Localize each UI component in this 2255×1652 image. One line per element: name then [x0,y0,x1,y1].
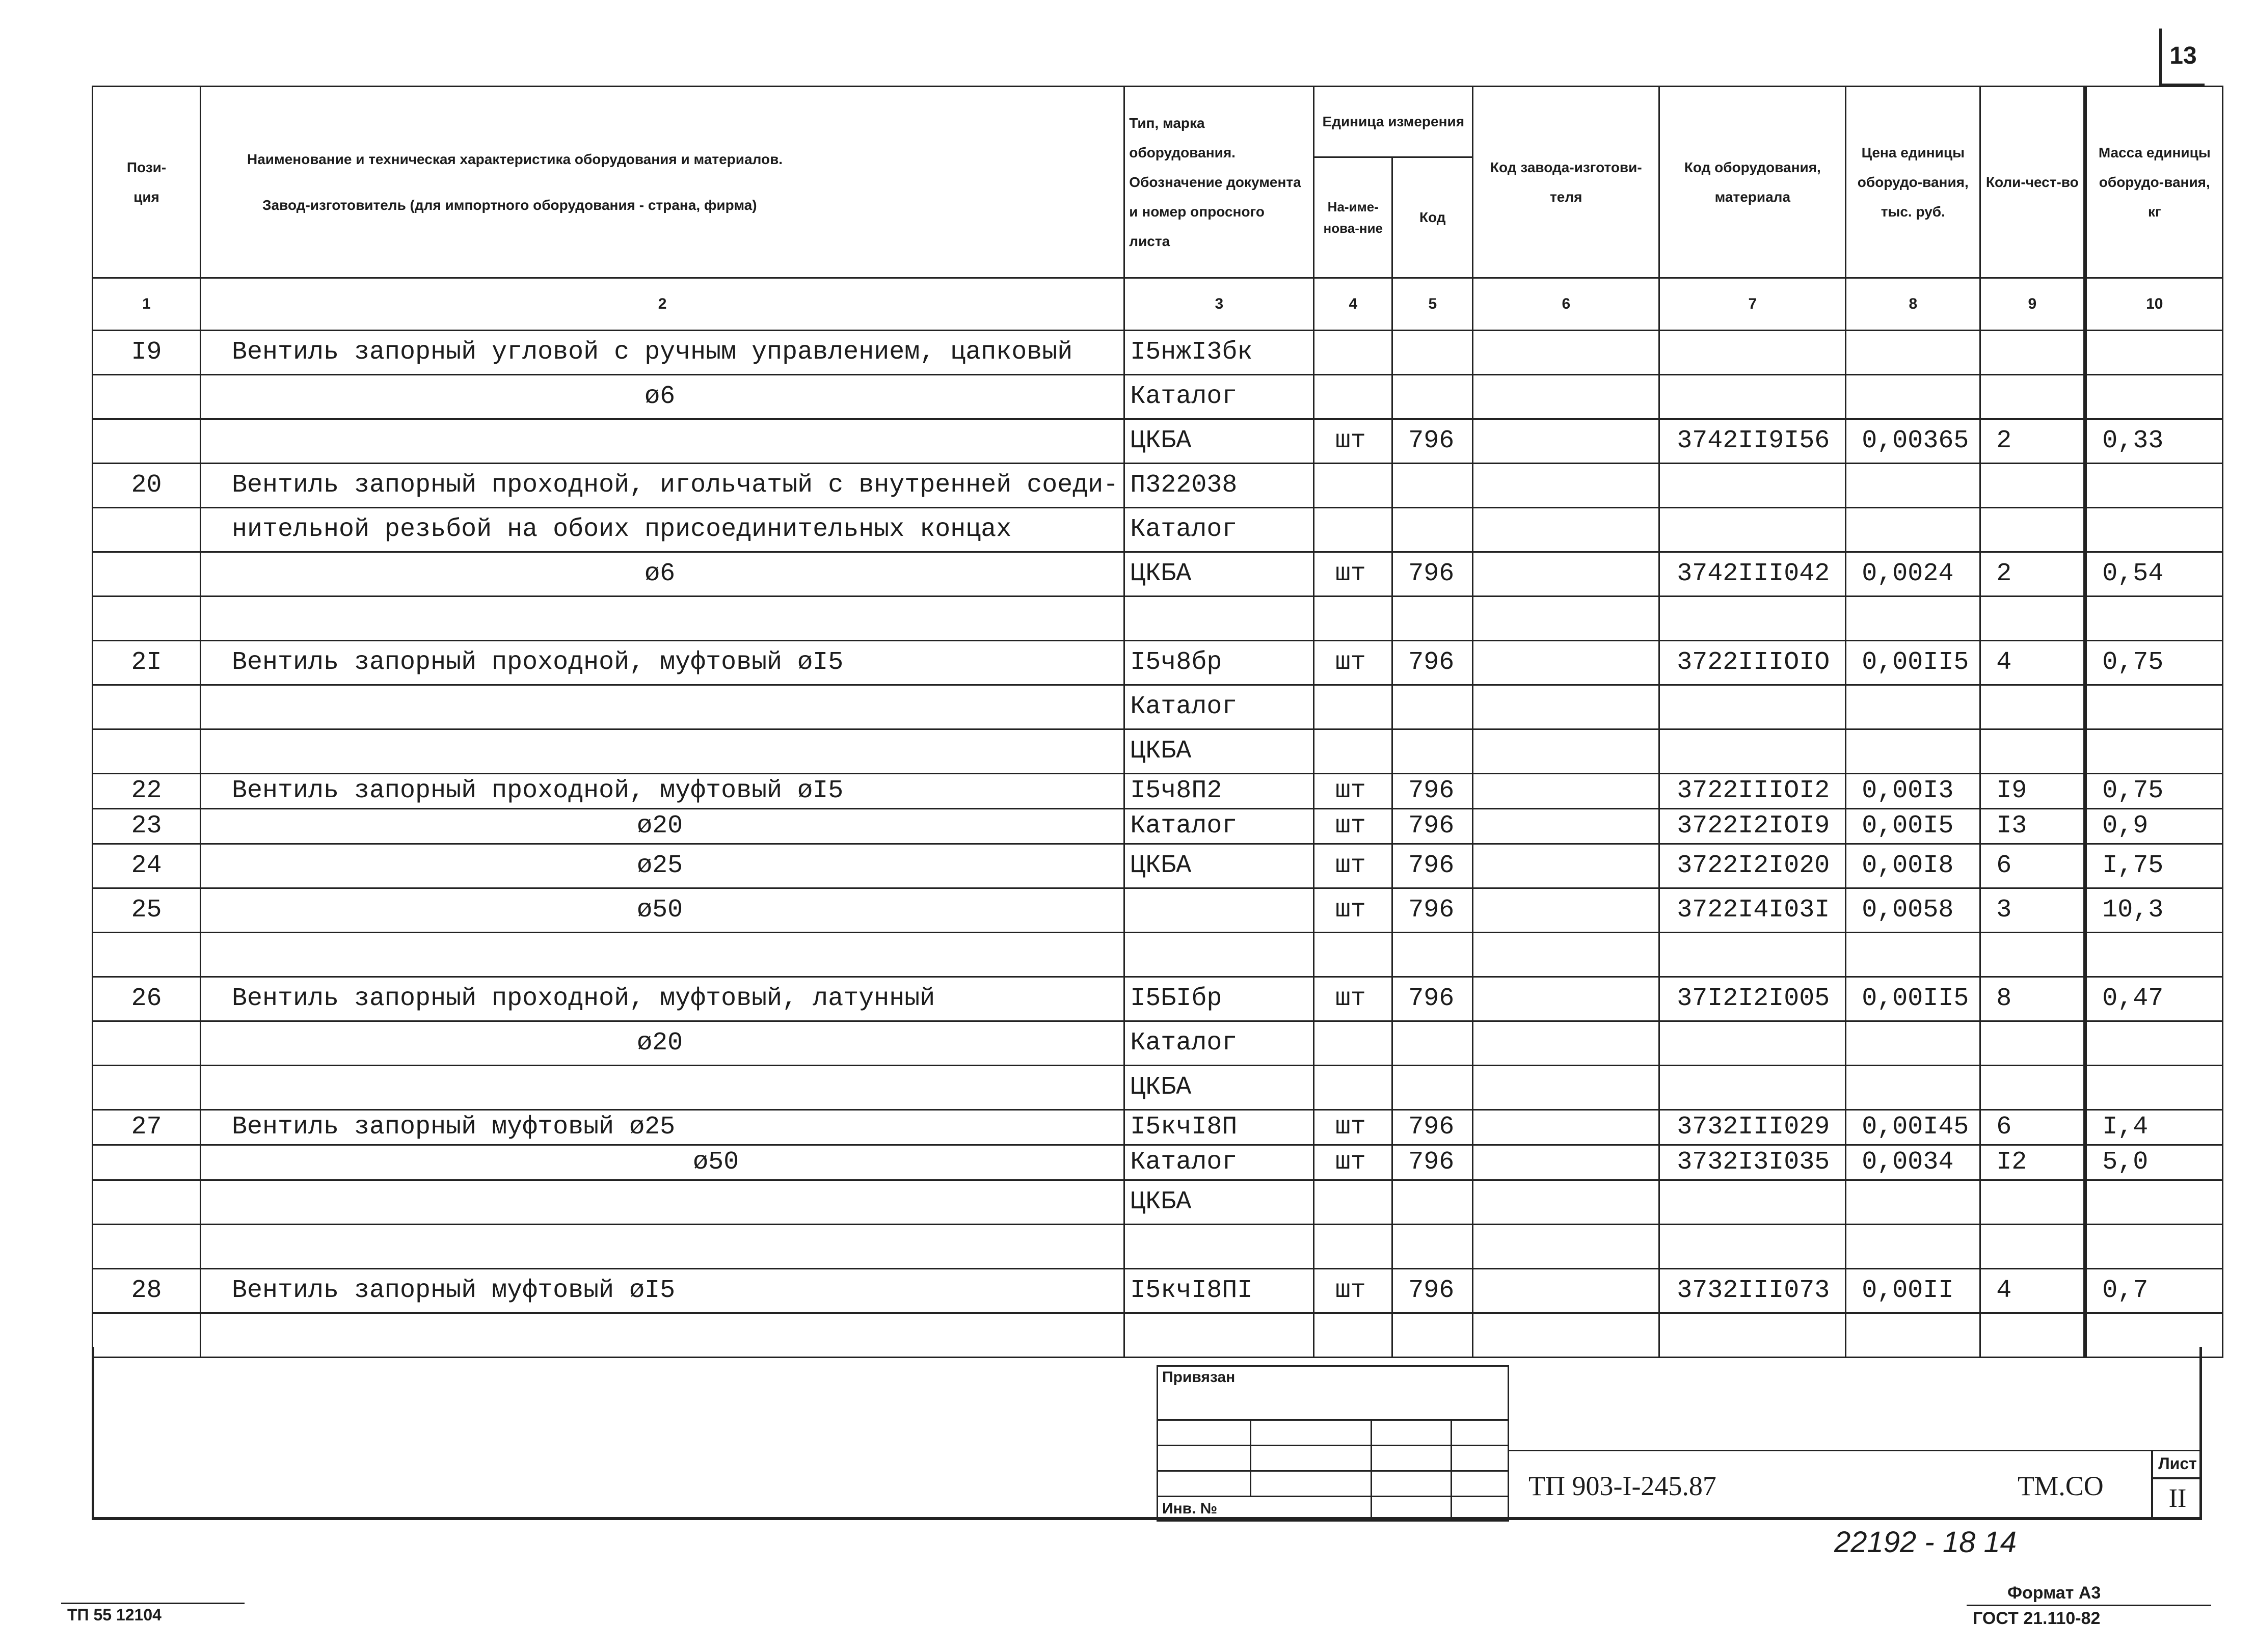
cell-name: Вентиль запорный проходной, игольчатый с внутренней соеди- [201,464,1124,508]
cell-name: ø50 [201,888,1124,933]
cell-pos: 2I [93,641,201,685]
cell-factory [1473,641,1659,685]
colnum-10: 10 [2085,278,2223,331]
table-row [93,1269,2223,1313]
cell-pos: 22 [93,774,201,809]
cell-mass: 0,33 [2085,419,2223,464]
cell-qty [1980,464,2085,508]
cell-factory [1473,552,1659,597]
tp-rule [61,1603,245,1604]
cell-qty [1980,729,2085,774]
cell-ucode [1392,729,1473,774]
cell-price [1846,1225,1980,1269]
cell-qty: 6 [1980,844,2085,888]
cell-code [1659,933,1846,977]
cell-name [201,933,1124,977]
header-unit-code: Код [1392,157,1473,278]
cell-type: Каталог [1124,685,1314,729]
cell-price [1846,1021,1980,1066]
cell-type [1124,1225,1314,1269]
cell-code [1659,729,1846,774]
cell-name: ø6 [201,375,1124,419]
colnum-9: 9 [1980,278,2085,331]
cell-mass [2085,685,2223,729]
cell-ucode: 796 [1392,641,1473,685]
cell-mass: I,4 [2085,1110,2223,1145]
cell-price [1846,375,1980,419]
cell-code [1659,1021,1846,1066]
cell-price [1846,729,1980,774]
cell-qty: 2 [1980,552,2085,597]
cell-mass [2085,1066,2223,1110]
cell-pos: 26 [93,977,201,1021]
cell-code [1659,1066,1846,1110]
cell-ucode: 796 [1392,977,1473,1021]
document-mark: ТМ.СО [2018,1471,2104,1501]
cell-unit: шт [1314,1145,1392,1180]
cell-unit [1314,1021,1392,1066]
table-row [93,375,2223,419]
cell-qty: 3 [1980,888,2085,933]
cell-name: Вентиль запорный муфтовый ø25 [201,1110,1124,1145]
cell-price: 0,0058 [1846,888,1980,933]
cell-factory [1473,1225,1659,1269]
cell-price [1846,597,1980,641]
gost-label: ГОСТ 21.110-82 [1973,1609,2101,1628]
cell-type: ЦКБА [1124,1066,1314,1110]
cell-name: ø6 [201,552,1124,597]
cell-mass: 10,3 [2085,888,2223,933]
cell-code: 3732III029 [1659,1110,1846,1145]
cell-price [1846,685,1980,729]
cell-code: 3722IIIOI2 [1659,774,1846,809]
table-row [93,977,2223,1021]
cell-mass: 0,75 [2085,774,2223,809]
cell-name: ø20 [201,809,1124,844]
header-price: Цена единицы оборудо-вания, тыс. руб. [1846,87,1980,278]
header-name-line1: Наименование и техническая характеристика оборудования и материалов. [247,151,783,167]
cell-code: 3732I3I035 [1659,1145,1846,1180]
header-mass: Масса единицы оборудо-вания, кг [2085,87,2223,278]
cell-pos: 24 [93,844,201,888]
header-unit-name: На-име-нова-ние [1314,157,1392,278]
table-row [93,1225,2223,1269]
cell-qty [1980,375,2085,419]
cell-type: ЦКБА [1124,844,1314,888]
cell-type: I5ч8бр [1124,641,1314,685]
cell-type: ЦКБА [1124,552,1314,597]
cell-name: ø50 [201,1145,1124,1180]
cell-price: 0,00I45 [1846,1110,1980,1145]
cell-code: 3732III073 [1659,1269,1846,1313]
table-row [93,552,2223,597]
cell-type: Каталог [1124,809,1314,844]
cell-ucode: 796 [1392,774,1473,809]
cell-ucode: 796 [1392,809,1473,844]
cell-factory [1473,1021,1659,1066]
table-row [93,597,2223,641]
cell-type: I5ч8П2 [1124,774,1314,809]
cell-unit [1314,375,1392,419]
cell-qty: 8 [1980,977,2085,1021]
cell-unit: шт [1314,774,1392,809]
cell-code: 3742III042 [1659,552,1846,597]
cell-unit: шт [1314,641,1392,685]
colnum-2: 2 [201,278,1124,331]
cell-code [1659,375,1846,419]
cell-code [1659,597,1846,641]
cell-unit [1314,729,1392,774]
cell-mass [2085,1180,2223,1225]
cell-code: 3722I2I020 [1659,844,1846,888]
header-name-line2: Завод-изготовитель (для импортного оборудования - страна, фирма) [262,197,757,213]
cell-price: 0,00I3 [1846,774,1980,809]
cell-ucode: 796 [1392,844,1473,888]
cell-unit [1314,685,1392,729]
cell-type: Каталог [1124,1021,1314,1066]
cell-factory [1473,844,1659,888]
header-factory-code: Код завода-изготови-теля [1473,87,1659,278]
cell-price: 0,00II5 [1846,641,1980,685]
cell-code: 3722IIIOIO [1659,641,1846,685]
cell-qty: 6 [1980,1110,2085,1145]
cell-ucode [1392,508,1473,552]
cell-name: Вентиль запорный проходной, муфтовый, латунный [201,977,1124,1021]
cell-qty [1980,508,2085,552]
cell-name [201,1225,1124,1269]
cell-factory [1473,508,1659,552]
table-body [93,331,2223,1358]
cell-pos: 20 [93,464,201,508]
colnum-7: 7 [1659,278,1846,331]
cell-qty [1980,685,2085,729]
cell-ucode [1392,464,1473,508]
table-row [93,331,2223,375]
cell-ucode [1392,1225,1473,1269]
cell-name [201,729,1124,774]
cell-mass: 5,0 [2085,1145,2223,1180]
cell-type: ЦКБА [1124,419,1314,464]
cell-factory [1473,375,1659,419]
cell-unit: шт [1314,809,1392,844]
cell-price [1846,331,1980,375]
cell-price: 0,00II [1846,1269,1980,1313]
cell-ucode [1392,1180,1473,1225]
cell-mass [2085,1021,2223,1066]
table-row [93,685,2223,729]
table-row [93,774,2223,809]
colnum-4: 4 [1314,278,1392,331]
cell-unit [1314,597,1392,641]
cell-ucode [1392,933,1473,977]
header-type: Тип, марка оборудования. Обозначение документа и номер опросного листа [1124,87,1314,278]
cell-factory [1473,419,1659,464]
cell-qty: I9 [1980,774,2085,809]
cell-code [1659,1225,1846,1269]
cell-ucode [1392,375,1473,419]
cell-price: 0,00365 [1846,419,1980,464]
cell-factory [1473,1110,1659,1145]
table-row [93,809,2223,844]
cell-type: ЦКБА [1124,729,1314,774]
cell-pos [93,685,201,729]
cell-type: I5кчI8П [1124,1110,1314,1145]
cell-factory [1473,888,1659,933]
cell-factory [1473,729,1659,774]
cell-unit: шт [1314,1110,1392,1145]
cell-unit: шт [1314,888,1392,933]
cell-name: ø25 [201,844,1124,888]
page-number: 13 [2159,29,2205,86]
cell-unit: шт [1314,977,1392,1021]
table-row [93,933,2223,977]
cell-type: ЦКБА [1124,1180,1314,1225]
cell-type: Каталог [1124,508,1314,552]
cell-type: П322038 [1124,464,1314,508]
cell-pos [93,508,201,552]
cell-unit: шт [1314,419,1392,464]
cell-unit: шт [1314,1269,1392,1313]
table-row [93,729,2223,774]
cell-price: 0,00I8 [1846,844,1980,888]
table-row [93,1021,2223,1066]
table-header [93,87,2223,331]
cell-qty: I2 [1980,1145,2085,1180]
cell-mass: 0,54 [2085,552,2223,597]
cell-pos: I9 [93,331,201,375]
colnum-3: 3 [1124,278,1314,331]
header-position: Пози- ция [93,87,201,278]
cell-unit [1314,464,1392,508]
cell-qty [1980,1021,2085,1066]
cell-qty [1980,331,2085,375]
cell-unit: шт [1314,552,1392,597]
colnum-8: 8 [1846,278,1980,331]
cell-pos [93,375,201,419]
table-row [93,464,2223,508]
cell-qty: 4 [1980,641,2085,685]
cell-name: Вентиль запорный муфтовый øI5 [201,1269,1124,1313]
cell-factory [1473,685,1659,729]
cell-pos [93,1180,201,1225]
cell-pos [93,933,201,977]
cell-qty: 4 [1980,1269,2085,1313]
cell-factory [1473,1180,1659,1225]
table-row [93,508,2223,552]
gost-rule [1967,1605,2211,1606]
cell-code: 37I2I2I005 [1659,977,1846,1021]
cell-type [1124,933,1314,977]
cell-pos [93,1066,201,1110]
cell-type: I5кчI8ПI [1124,1269,1314,1313]
cell-qty [1980,1225,2085,1269]
cell-mass [2085,933,2223,977]
cell-ucode: 796 [1392,419,1473,464]
cell-price [1846,933,1980,977]
cell-factory [1473,597,1659,641]
cell-mass [2085,375,2223,419]
cell-pos [93,1145,201,1180]
cell-name [201,1066,1124,1110]
cell-code: 3742II9I56 [1659,419,1846,464]
table-row [93,419,2223,464]
cell-mass [2085,464,2223,508]
cell-code [1659,685,1846,729]
cell-name [201,685,1124,729]
cell-ucode [1392,597,1473,641]
cell-factory [1473,977,1659,1021]
stamp-inv-label: Инв. № [1162,1500,1218,1517]
cell-pos [93,729,201,774]
cell-mass: 0,75 [2085,641,2223,685]
stamp-divider [1509,1450,2202,1451]
cell-mass [2085,1225,2223,1269]
cell-code [1659,1180,1846,1225]
cell-pos: 23 [93,809,201,844]
cell-qty: I3 [1980,809,2085,844]
header-quantity: Коли-чест-во [1980,87,2085,278]
cell-price: 0,00I5 [1846,809,1980,844]
cell-pos [93,597,201,641]
cell-ucode [1392,1021,1473,1066]
cell-mass: 0,7 [2085,1269,2223,1313]
header-unit-group: Единица измерения [1314,87,1473,157]
cell-ucode [1392,685,1473,729]
sheet-number: II [2168,1484,2187,1513]
document-code: ТП 903-I-245.87 [1528,1471,1716,1501]
specification-table [92,86,2223,1358]
sheet-box [2151,1450,2202,1520]
cell-factory [1473,1066,1659,1110]
table-row [93,1110,2223,1145]
cell-unit [1314,331,1392,375]
cell-factory [1473,933,1659,977]
cell-name [201,419,1124,464]
column-numbers-row [93,278,2223,331]
cell-ucode: 796 [1392,1269,1473,1313]
cell-code [1659,464,1846,508]
colnum-5: 5 [1392,278,1473,331]
cell-mass [2085,597,2223,641]
cell-pos [93,1225,201,1269]
cell-code: 3722I2IOI9 [1659,809,1846,844]
cell-pos: 25 [93,888,201,933]
cell-unit [1314,1225,1392,1269]
cell-mass: I,75 [2085,844,2223,888]
cell-ucode: 796 [1392,552,1473,597]
cell-pos: 27 [93,1110,201,1145]
cell-factory [1473,1269,1659,1313]
cell-pos [93,1021,201,1066]
cell-type: I5БIбр [1124,977,1314,1021]
cell-unit [1314,508,1392,552]
cell-unit [1314,933,1392,977]
cell-name: ø20 [201,1021,1124,1066]
handwritten-number: 22192 - 18 14 [1834,1526,2017,1559]
cell-pos [93,419,201,464]
cell-qty: 2 [1980,419,2085,464]
header-equipment-code: Код оборудования, материала [1659,87,1846,278]
table-row [93,844,2223,888]
stamp-grid [1157,1365,1509,1522]
colnum-6: 6 [1473,278,1659,331]
cell-mass [2085,508,2223,552]
cell-factory [1473,774,1659,809]
cell-qty [1980,1066,2085,1110]
cell-price [1846,508,1980,552]
tp-label: ТП 55 12104 [67,1606,162,1624]
table-row [93,1145,2223,1180]
cell-type: I5нжI3бк [1124,331,1314,375]
cell-qty [1980,933,2085,977]
cell-price [1846,1180,1980,1225]
cell-type [1124,597,1314,641]
cell-mass: 0,47 [2085,977,2223,1021]
cell-ucode: 796 [1392,1110,1473,1145]
sheet-label: Лист [2153,1450,2202,1479]
cell-ucode: 796 [1392,1145,1473,1180]
table-row [93,1180,2223,1225]
cell-ucode [1392,1066,1473,1110]
table-row [93,1066,2223,1110]
cell-unit [1314,1180,1392,1225]
cell-qty [1980,1180,2085,1225]
cell-factory [1473,331,1659,375]
cell-factory [1473,1145,1659,1180]
cell-price [1846,1066,1980,1110]
cell-mass: 0,9 [2085,809,2223,844]
cell-type [1124,888,1314,933]
cell-price: 0,0024 [1846,552,1980,597]
cell-name [201,1180,1124,1225]
table-row [93,641,2223,685]
header-name [201,87,1124,278]
cell-unit: шт [1314,844,1392,888]
cell-code [1659,508,1846,552]
cell-unit [1314,1066,1392,1110]
cell-price: 0,0034 [1846,1145,1980,1180]
cell-name [201,597,1124,641]
cell-factory [1473,809,1659,844]
cell-pos [93,552,201,597]
cell-mass [2085,331,2223,375]
table-row [93,888,2223,933]
cell-ucode [1392,331,1473,375]
format-label: Формат А3 [2007,1583,2101,1603]
cell-pos: 28 [93,1269,201,1313]
cell-name: Вентиль запорный угловой с ручным управлением, цапковый [201,331,1124,375]
cell-name: нительной резьбой на обоих присоединительных концах [201,508,1124,552]
cell-ucode: 796 [1392,888,1473,933]
bottom-frame [92,1347,2202,1520]
cell-price: 0,00II5 [1846,977,1980,1021]
colnum-1: 1 [93,278,201,331]
cell-name: Вентиль запорный проходной, муфтовый øI5 [201,641,1124,685]
cell-factory [1473,464,1659,508]
cell-name: Вентиль запорный проходной, муфтовый øI5 [201,774,1124,809]
cell-code [1659,331,1846,375]
cell-type: Каталог [1124,375,1314,419]
cell-code: 3722I4I03I [1659,888,1846,933]
stamp-bound-label: Привязан [1162,1369,1236,1386]
cell-type: Каталог [1124,1145,1314,1180]
cell-qty [1980,597,2085,641]
cell-price [1846,464,1980,508]
cell-mass [2085,729,2223,774]
